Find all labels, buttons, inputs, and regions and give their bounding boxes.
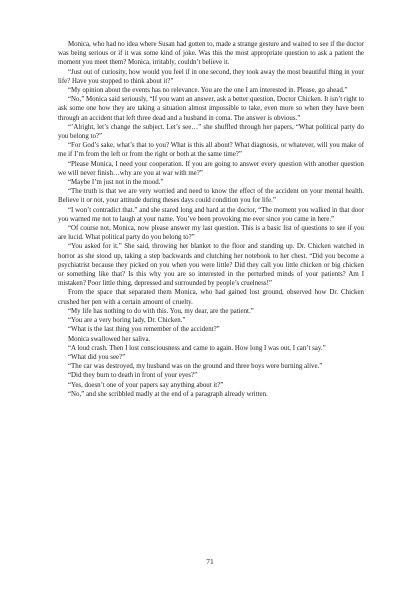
book-page-text xyxy=(58,40,364,399)
paragraph: “My opinion about the events has no relevance. You are the one I am interested in. Please, go ahead.” xyxy=(68,87,348,95)
paragraph: “You are a very boring lady, Dr. Chicken.” xyxy=(68,317,186,325)
paragraph: “Maybe I’m just not in the mood.” xyxy=(68,179,164,187)
paragraph: “Of course not, Monica, now please answer my last question. This is a basic list of questions to see if you are lucid. What political party do you belong to?” xyxy=(58,225,364,242)
paragraph: From the space that separated them Monica, who had gained lost ground, observed how Dr. Chicken crushed her pen with a certain amount of cruelty. xyxy=(58,289,364,306)
paragraph: “For God’s sake, what’s that to you? What is this all about? What diagnosis, or whatever, will you make of me if I’m from the left or from the right or both at the same time?” xyxy=(58,142,364,159)
paragraph: “My life has nothing to do with this. You, my dear, are the patient.” xyxy=(68,307,254,315)
paragraph: “I won’t contradict that.” and she stared long and hard at the doctor, “The moment you walked in that door you warned me not to laugh at your name. You’ve been provoking me ever since you came in here.” xyxy=(58,206,364,223)
paragraph: “The truth is that we are very worried and need to know the effect of the accident on your mental health. Believe it or not, your attitude during theses days could condition you for life.” xyxy=(58,188,364,205)
paragraph: “What did you see?” xyxy=(68,353,126,361)
paragraph: “Just out of curiosity, how would you feel if in one second, they took away the most beautiful thing in your life? Have you stopped to think about it?” xyxy=(58,68,364,85)
paragraph: “Please Monica, I need your cooperation. If you are going to answer every question with another question we will never finish…why are you at war with me?” xyxy=(58,160,364,177)
page-number: 71 xyxy=(206,557,214,566)
paragraph: “What is the last thing you remember of the accident?” xyxy=(68,326,220,334)
paragraph: “Yes, doesn’t one of your papers say anything about it?” xyxy=(68,381,224,389)
paragraph: “No,” Monica said seriously, “If you want an answer, ask a better question, Doctor Chicken. It isn’t right to ask some one how they are taking a situation almost impossible to take, even more so when they have been through an accident that left three dead and a husband in coma. The answer is obvious.” xyxy=(58,96,364,122)
paragraph: “You asked for it.” She said, throwing her blanket to the floor and standing up. Dr. Chicken watched in horror as she stood up, taking a step backwards and clutching her notebook to her chest. “Did you become a psychiatrist because they picked on you when you were little? Did they call you little chicken or big chicken or something like that? Is this why you are so interested in the perturbed minds of your patients? Am I mistaken? Poor little thing, depressed and surrounded by people’s cruelness!” xyxy=(58,243,364,288)
paragraph: “No,” and she scribbled madly at the end of a paragraph already written. xyxy=(68,390,268,398)
paragraph: Monica swallowed her saliva. xyxy=(68,335,151,343)
paragraph: “’Alright, let’s change the subject. Let’s see…” she shuffled through her papers, “What political party do you belong to?” xyxy=(58,123,364,141)
paragraph: “Did they burn to death in front of your eyes?” xyxy=(68,372,198,380)
paragraph: “The car was destroyed, my husband was on the ground and three boys were burning alive.” xyxy=(68,363,323,371)
paragraph: Monica, who had no idea where Susan had gotten to, made a strange gesture and waited to see if the doctor was being serious or if it was some kind of joke. Was this the most appropriate question to ask a patient the moment you meet them? Monica, irritably, couldn’t believe it. xyxy=(58,41,364,67)
paragraph: “A loud crash. Then I lost consciousness and came to again. How long I was out, I can’t say.” xyxy=(68,344,326,352)
